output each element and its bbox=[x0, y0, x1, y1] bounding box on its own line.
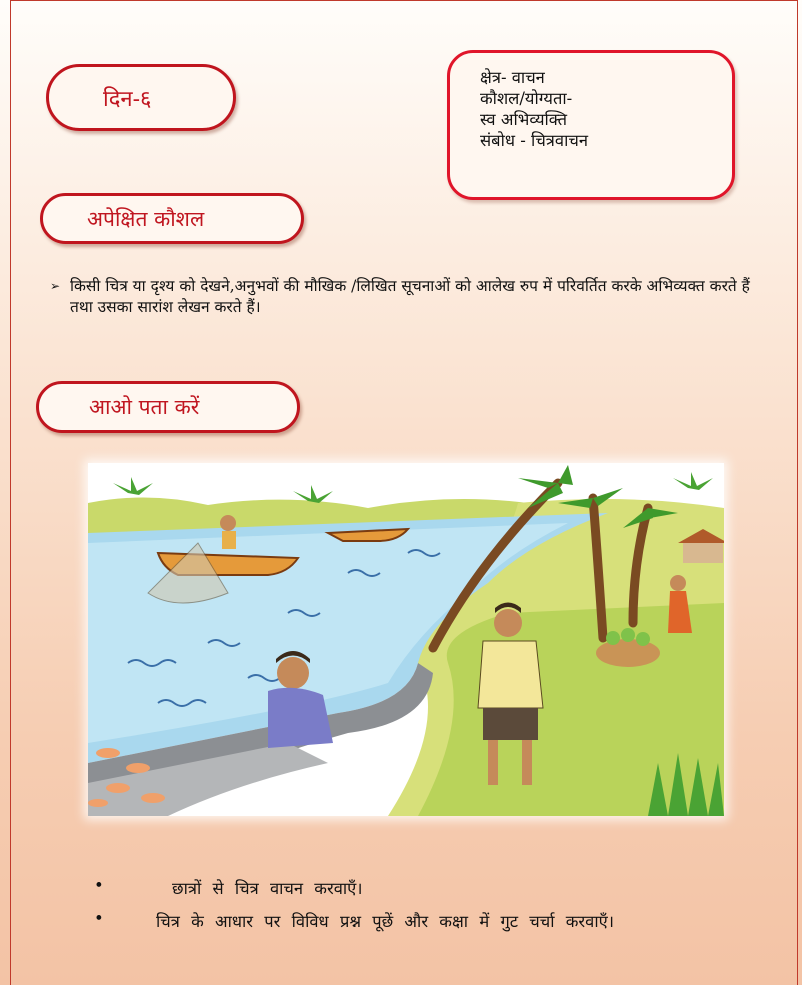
day-label: दिन-६ bbox=[46, 64, 236, 131]
info-skill-value: स्व अभिव्यक्ति bbox=[480, 110, 568, 129]
heading-expected-skill: अपेक्षित कौशल bbox=[40, 193, 304, 244]
arrow-bullet-icon: ➢ bbox=[50, 279, 61, 293]
info-box bbox=[447, 50, 735, 200]
skill-description bbox=[50, 276, 770, 318]
info-skill: कौशल/योग्यता- bbox=[480, 89, 573, 108]
skill-text: किसी चित्र या दृश्य को देखने,अनुभवों की मौखिक /लिखित सूचनाओं को आलेख रुप में परिवर्तित करके अभिव्यक्त करते हैं तथा उसका सारांश लेखन करते हैं। bbox=[70, 277, 750, 316]
heading-find-out: आओ पता करें bbox=[36, 381, 300, 433]
dot-bullet-icon: • bbox=[94, 876, 104, 895]
instruction-text: चित्र के आधार पर विविध प्रश्न पूछें और कक्षा में गुट चर्चा करवाएँ। bbox=[156, 912, 615, 931]
instruction-text: छात्रों से चित्र वाचन करवाएँ। bbox=[172, 879, 363, 898]
scene-illustration bbox=[88, 463, 724, 816]
dot-bullet-icon: • bbox=[94, 909, 104, 928]
info-area: क्षेत्र- वाचन bbox=[480, 68, 545, 87]
info-concept: संबोध - चित्रवाचन bbox=[480, 131, 589, 150]
